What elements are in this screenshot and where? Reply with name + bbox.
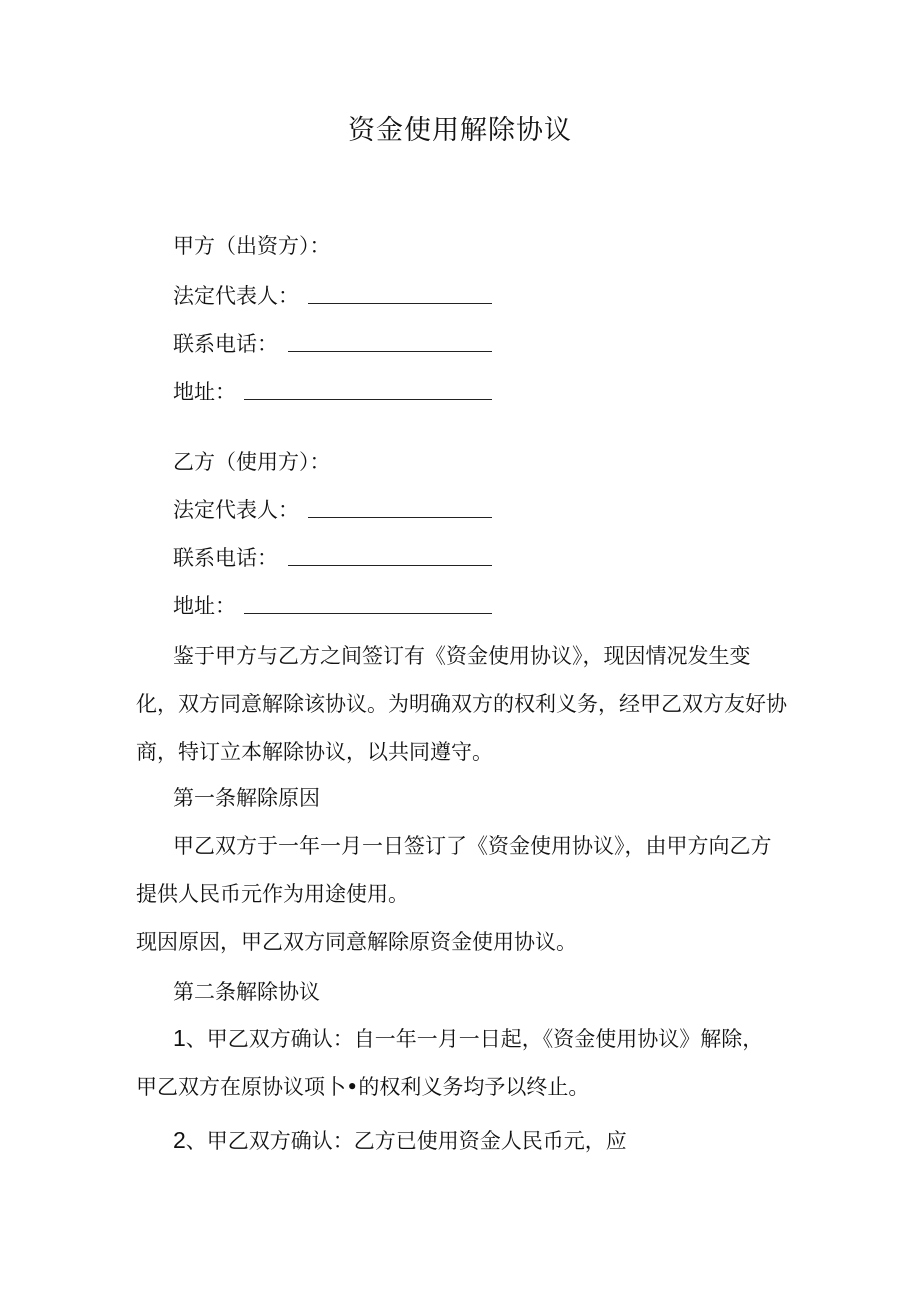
item-text: 、甲乙双方确认：自一年一月一日起，《资金使用协议》解除，甲乙双方在原协议项卜•的权利义务均予以终止。	[136, 1027, 764, 1099]
party-a-rep-field[interactable]	[308, 303, 492, 304]
article2-item-2	[136, 1116, 776, 1165]
article1-reason-line: 现因原因，甲乙双方同意解除原资金使用协议。	[136, 930, 577, 954]
preamble-paragraph: 鉴于甲方与乙方之间签订有《资金使用协议》，现因情况发生变化，双方同意解除该协议。为明确双方的权利义务，经甲乙双方友好协商，特订立本解除协议，以共同遵守。	[136, 644, 787, 764]
party-b-rep-label: 法定代表人：	[173, 498, 299, 522]
party-a-phone-label: 联系电话：	[173, 332, 278, 356]
article2-heading: 第二条解除协议	[173, 980, 320, 1004]
party-a-address-field[interactable]	[244, 399, 492, 400]
article2-item-1	[136, 1014, 776, 1111]
party-a-heading: 甲方（出资方）：	[173, 234, 331, 258]
party-b-heading: 乙方（使用方）：	[173, 450, 331, 474]
party-b-rep-field[interactable]	[308, 517, 492, 518]
article1-heading: 第一条解除原因	[173, 786, 320, 810]
document-title: 资金使用解除协议	[348, 115, 572, 146]
item-number: 1	[173, 1025, 186, 1051]
party-a-address-label: 地址：	[173, 380, 236, 404]
item-number: 2	[173, 1127, 186, 1153]
party-b-address-label: 地址：	[173, 594, 236, 618]
party-b-phone-field[interactable]	[288, 565, 492, 566]
party-b-phone-label: 联系电话：	[173, 546, 278, 570]
party-a-rep-label: 法定代表人：	[173, 284, 299, 308]
item-text: 、甲乙双方确认：乙方已使用资金人民币元，应	[185, 1129, 627, 1153]
party-b-address-field[interactable]	[244, 613, 492, 614]
party-a-phone-field[interactable]	[288, 351, 492, 352]
article1-paragraph: 甲乙双方于一年一月一日签订了《资金使用协议》，由甲方向乙方提供人民币元作为用途使用。	[136, 834, 772, 906]
